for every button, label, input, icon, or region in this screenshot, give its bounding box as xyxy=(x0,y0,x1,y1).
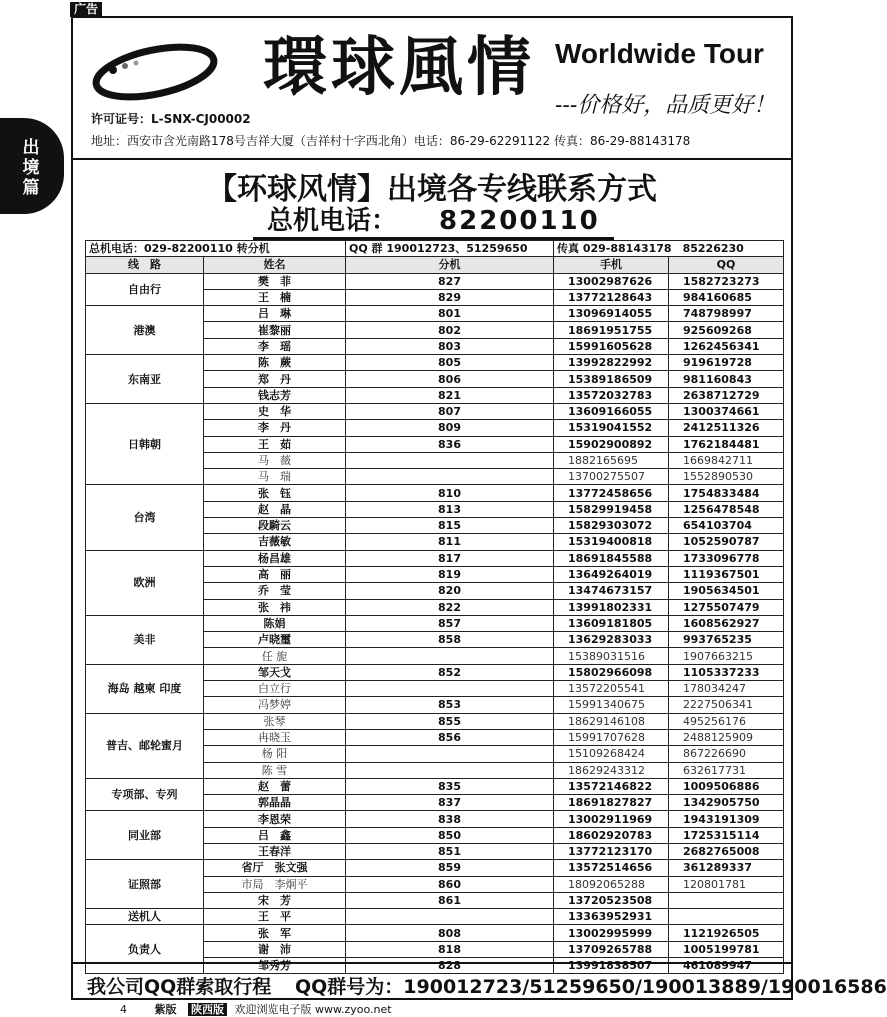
phone-cell: 13474673157 xyxy=(554,583,669,599)
ext-cell: 822 xyxy=(346,599,554,615)
qq-cell: 1582723273 xyxy=(669,273,784,289)
ext-cell: 858 xyxy=(346,632,554,648)
line-cell: 自由行 xyxy=(86,273,204,306)
name-cell: 宋 芳 xyxy=(204,892,346,908)
ext-cell: 829 xyxy=(346,289,554,305)
ext-cell: 821 xyxy=(346,387,554,403)
info-row xyxy=(86,241,784,257)
qq-cell: 1943191309 xyxy=(669,811,784,827)
line-cell: 港澳 xyxy=(86,306,204,355)
ext-cell: 852 xyxy=(346,664,554,680)
col-header-phone: 手机 xyxy=(554,257,669,273)
ext-cell: 838 xyxy=(346,811,554,827)
col-header-qq: QQ xyxy=(669,257,784,273)
name-cell: 樊 菲 xyxy=(204,273,346,289)
ext-cell: 855 xyxy=(346,713,554,729)
phone-cell: 15829919458 xyxy=(554,501,669,517)
name-cell: 冉晓玉 xyxy=(204,729,346,745)
license-number: 许可证号：L-SNX-CJ00002 xyxy=(91,112,251,126)
ext-cell: 810 xyxy=(346,485,554,501)
table-row xyxy=(86,925,784,941)
qq-cell: 1105337233 xyxy=(669,664,784,680)
name-cell: 李 丹 xyxy=(204,420,346,436)
name-cell: 高 丽 xyxy=(204,566,346,582)
ext-cell: 835 xyxy=(346,778,554,794)
brand-chinese: 環球風情 xyxy=(263,30,535,105)
line-cell: 普吉、邮轮蜜月 xyxy=(86,713,204,778)
phone-cell: 15829303072 xyxy=(554,518,669,534)
qq-cell: 1342905750 xyxy=(669,795,784,811)
ext-cell: 828 xyxy=(346,958,554,974)
table-row xyxy=(86,615,784,631)
name-cell: 张 祎 xyxy=(204,599,346,615)
qq-cell: 925609268 xyxy=(669,322,784,338)
qq-cell: 867226690 xyxy=(669,746,784,762)
line-cell: 海岛 越柬 印度 xyxy=(86,664,204,713)
line-cell: 台湾 xyxy=(86,485,204,550)
phone-cell: 15389031516 xyxy=(554,648,669,664)
phone-cell: 13991838507 xyxy=(554,958,669,974)
table-row xyxy=(86,909,784,925)
ext-cell: 813 xyxy=(346,501,554,517)
name-cell: 张 军 xyxy=(204,925,346,941)
qq-cell: 1669842711 xyxy=(669,452,784,468)
ext-cell: 857 xyxy=(346,615,554,631)
phone-cell: 13649264019 xyxy=(554,566,669,582)
qq-cell: 2488125909 xyxy=(669,729,784,745)
page-bottom xyxy=(120,1001,392,1017)
phone-cell: 13002987626 xyxy=(554,273,669,289)
phone-cell: 18602920783 xyxy=(554,827,669,843)
qq-cell: 361289337 xyxy=(669,860,784,876)
phone-cell: 15902900892 xyxy=(554,436,669,452)
phone-cell: 15991707628 xyxy=(554,729,669,745)
ext-cell: 837 xyxy=(346,795,554,811)
qq-cell: 2638712729 xyxy=(669,387,784,403)
ext-cell: 820 xyxy=(346,583,554,599)
edition-badge: 陕西版 xyxy=(188,1003,227,1016)
section-label: 紫版 xyxy=(154,1003,177,1016)
name-cell: 杨昌雄 xyxy=(204,550,346,566)
line-cell: 送机人 xyxy=(86,909,204,925)
slogan: ---价格好，品质更好！ xyxy=(555,93,776,118)
ext-cell: 819 xyxy=(346,566,554,582)
table-row xyxy=(86,355,784,371)
table-row xyxy=(86,273,784,289)
name-cell: 陈 雪 xyxy=(204,762,346,778)
name-cell: 崔黎丽 xyxy=(204,322,346,338)
phone-cell: 13772458656 xyxy=(554,485,669,501)
ext-cell: 802 xyxy=(346,322,554,338)
side-tab xyxy=(0,118,64,214)
name-cell: 吉薇敏 xyxy=(204,534,346,550)
qq-cell xyxy=(669,892,784,908)
ext-cell: 811 xyxy=(346,534,554,550)
qq-cell: 1733096778 xyxy=(669,550,784,566)
qq-cell: 1005199781 xyxy=(669,941,784,957)
name-cell: 张琴 xyxy=(204,713,346,729)
name-cell: 省厅 张文强 xyxy=(204,860,346,876)
ext-cell: 836 xyxy=(346,436,554,452)
contact-table-wrap xyxy=(85,240,783,974)
phone-cell: 13572514656 xyxy=(554,860,669,876)
name-cell: 乔 莹 xyxy=(204,583,346,599)
phone-cell: 1882165695 xyxy=(554,452,669,468)
globe-logo-icon xyxy=(91,36,223,106)
bottom-text: 欢迎浏览电子版 www.zyoo.net xyxy=(234,1003,392,1016)
qq-cell: 2227506341 xyxy=(669,697,784,713)
phone-cell: 13096914055 xyxy=(554,306,669,322)
col-header-name: 姓名 xyxy=(204,257,346,273)
header xyxy=(73,18,791,160)
phone-cell: 13609166055 xyxy=(554,403,669,419)
name-cell: 白立行 xyxy=(204,681,346,697)
name-cell: 张 钰 xyxy=(204,485,346,501)
phone-cell: 18691845588 xyxy=(554,550,669,566)
name-cell: 赵 蕾 xyxy=(204,778,346,794)
qq-cell: 981160843 xyxy=(669,371,784,387)
col-header-line: 线 路 xyxy=(86,257,204,273)
phone-cell: 15991605628 xyxy=(554,338,669,354)
phone-cell: 13772123170 xyxy=(554,843,669,859)
qq-cell: 1119367501 xyxy=(669,566,784,582)
ext-cell: 817 xyxy=(346,550,554,566)
phone-cell: 18691827827 xyxy=(554,795,669,811)
qq-cell: 461089947 xyxy=(669,958,784,974)
ext-cell: 827 xyxy=(346,273,554,289)
name-cell: 王 平 xyxy=(204,909,346,925)
qq-cell: 1552890530 xyxy=(669,469,784,485)
table-row xyxy=(86,550,784,566)
qq-cell xyxy=(669,909,784,925)
ext-cell: 809 xyxy=(346,420,554,436)
qq-cell: 1256478548 xyxy=(669,501,784,517)
ext-cell: 860 xyxy=(346,876,554,892)
name-cell: 钱志芳 xyxy=(204,387,346,403)
phone-cell: 13572205541 xyxy=(554,681,669,697)
qq-cell: 1121926505 xyxy=(669,925,784,941)
qq-cell: 1052590787 xyxy=(669,534,784,550)
ext-cell: 808 xyxy=(346,925,554,941)
page-title: 【环球风情】出境各专线联系方式 xyxy=(207,172,657,207)
phone-cell: 13002995999 xyxy=(554,925,669,941)
qq-cell: 1762184481 xyxy=(669,436,784,452)
footer-left: 我公司QQ群索取行程 xyxy=(87,976,272,998)
qq-cell: 120801781 xyxy=(669,876,784,892)
name-cell: 任 旎 xyxy=(204,648,346,664)
line-cell: 欧洲 xyxy=(86,550,204,615)
phone-cell: 15319400818 xyxy=(554,534,669,550)
ext-cell xyxy=(346,469,554,485)
name-cell: 陈 蕨 xyxy=(204,355,346,371)
fax-info: 传真 029-88143178 85226230 xyxy=(554,241,784,257)
ext-cell xyxy=(346,762,554,778)
qq-cell: 1608562927 xyxy=(669,615,784,631)
table-row xyxy=(86,664,784,680)
address-line: 地址：西安市含光南路178号吉祥大厦（吉祥村十字西北角）电话：86-29-62291122 传真：86-29-88143178 xyxy=(91,134,691,148)
name-cell: 吕 琳 xyxy=(204,306,346,322)
qq-cell: 1754833484 xyxy=(669,485,784,501)
qq-cell: 2412511326 xyxy=(669,420,784,436)
ext-cell: 818 xyxy=(346,941,554,957)
ad-frame xyxy=(71,16,887,1000)
ext-cell: 801 xyxy=(346,306,554,322)
qq-cell: 748798997 xyxy=(669,306,784,322)
phone-cell: 15109268424 xyxy=(554,746,669,762)
phone-cell: 13629283033 xyxy=(554,632,669,648)
footer-qq-groups: QQ群号为：190012723/51259650/190013889/190016586 xyxy=(295,976,887,998)
qq-cell: 1300374661 xyxy=(669,403,784,419)
name-cell: 王春洋 xyxy=(204,843,346,859)
ext-cell xyxy=(346,909,554,925)
ext-cell: 815 xyxy=(346,518,554,534)
name-cell: 吕 鑫 xyxy=(204,827,346,843)
col-header-ext: 分机 xyxy=(346,257,554,273)
ext-cell xyxy=(346,452,554,468)
name-cell: 段騎云 xyxy=(204,518,346,534)
phone-cell: 13772128643 xyxy=(554,289,669,305)
table-row xyxy=(86,485,784,501)
name-cell: 市局 李炯平 xyxy=(204,876,346,892)
qq-cell: 1905634501 xyxy=(669,583,784,599)
ext-cell: 850 xyxy=(346,827,554,843)
qq-cell: 993765235 xyxy=(669,632,784,648)
table-row xyxy=(86,306,784,322)
qq-cell: 1907663215 xyxy=(669,648,784,664)
ext-cell: 859 xyxy=(346,860,554,876)
phone-cell: 13363952931 xyxy=(554,909,669,925)
side-tab-label: 出境篇 xyxy=(22,138,40,198)
phone-cell: 13609181805 xyxy=(554,615,669,631)
footer-banner xyxy=(73,962,887,1002)
phone-cell: 13002911969 xyxy=(554,811,669,827)
ext-cell: 807 xyxy=(346,403,554,419)
line-cell: 日韩朝 xyxy=(86,403,204,484)
phone-cell: 18092065288 xyxy=(554,876,669,892)
name-cell: 王 楠 xyxy=(204,289,346,305)
switchboard-info: 总机电话：029-82200110 转分机 xyxy=(86,241,346,257)
name-cell: 马 瑞 xyxy=(204,469,346,485)
qq-group-info: QQ 群 190012723、51259650 xyxy=(346,241,554,257)
table-row xyxy=(86,403,784,419)
phone-cell: 18629146108 xyxy=(554,713,669,729)
phone-cell: 13991802331 xyxy=(554,599,669,615)
table-row xyxy=(86,713,784,729)
name-cell: 李恩荣 xyxy=(204,811,346,827)
phone-cell: 13720523508 xyxy=(554,892,669,908)
name-cell: 卢晓璽 xyxy=(204,632,346,648)
ext-cell: 806 xyxy=(346,371,554,387)
name-cell: 马 薇 xyxy=(204,452,346,468)
phone-cell: 13572032783 xyxy=(554,387,669,403)
contact-table xyxy=(85,240,784,974)
ext-cell xyxy=(346,648,554,664)
phone-cell: 15991340675 xyxy=(554,697,669,713)
ext-cell: 856 xyxy=(346,729,554,745)
qq-cell: 654103704 xyxy=(669,518,784,534)
line-cell: 东南亚 xyxy=(86,355,204,404)
phone-cell: 13700275507 xyxy=(554,469,669,485)
table-row xyxy=(86,860,784,876)
table-row xyxy=(86,811,784,827)
qq-cell: 178034247 xyxy=(669,681,784,697)
line-cell: 同业部 xyxy=(86,811,204,860)
ext-cell: 861 xyxy=(346,892,554,908)
line-cell: 证照部 xyxy=(86,860,204,909)
qq-cell: 632617731 xyxy=(669,762,784,778)
hotline-number: 82200110 xyxy=(439,206,600,236)
line-cell: 专项部、专列 xyxy=(86,778,204,811)
name-cell: 陈娟 xyxy=(204,615,346,631)
ext-cell: 853 xyxy=(346,697,554,713)
phone-cell: 18691951755 xyxy=(554,322,669,338)
phone-cell: 13709265788 xyxy=(554,941,669,957)
name-cell: 赵 晶 xyxy=(204,501,346,517)
name-cell: 邹天戈 xyxy=(204,664,346,680)
phone-cell: 13992822992 xyxy=(554,355,669,371)
line-cell: 美非 xyxy=(86,615,204,664)
qq-cell: 2682765008 xyxy=(669,843,784,859)
ext-cell xyxy=(346,681,554,697)
ext-cell: 803 xyxy=(346,338,554,354)
qq-cell: 495256176 xyxy=(669,713,784,729)
name-cell: 史 华 xyxy=(204,403,346,419)
hotline xyxy=(253,200,614,240)
qq-cell: 1275507479 xyxy=(669,599,784,615)
phone-cell: 15389186509 xyxy=(554,371,669,387)
phone-cell: 13572146822 xyxy=(554,778,669,794)
phone-cell: 15802966098 xyxy=(554,664,669,680)
name-cell: 郑 丹 xyxy=(204,371,346,387)
hotline-label: 总机电话： xyxy=(267,206,398,236)
name-cell: 郭晶晶 xyxy=(204,795,346,811)
header-row xyxy=(86,257,784,273)
ext-cell xyxy=(346,746,554,762)
page-number: 4 xyxy=(120,1003,127,1016)
name-cell: 谢 沛 xyxy=(204,941,346,957)
name-cell: 邹秀芳 xyxy=(204,958,346,974)
phone-cell: 18629243312 xyxy=(554,762,669,778)
name-cell: 冯梦婷 xyxy=(204,697,346,713)
name-cell: 杨 阳 xyxy=(204,746,346,762)
qq-cell: 1725315114 xyxy=(669,827,784,843)
name-cell: 李 瑶 xyxy=(204,338,346,354)
ext-cell: 805 xyxy=(346,355,554,371)
name-cell: 王 茹 xyxy=(204,436,346,452)
qq-cell: 1262456341 xyxy=(669,338,784,354)
brand-english: Worldwide Tour xyxy=(555,38,764,69)
ext-cell: 851 xyxy=(346,843,554,859)
line-cell: 负责人 xyxy=(86,925,204,974)
qq-cell: 984160685 xyxy=(669,289,784,305)
table-row xyxy=(86,778,784,794)
ad-tag: 广告 xyxy=(70,2,102,17)
qq-cell: 1009506886 xyxy=(669,778,784,794)
qq-cell: 919619728 xyxy=(669,355,784,371)
phone-cell: 15319041552 xyxy=(554,420,669,436)
